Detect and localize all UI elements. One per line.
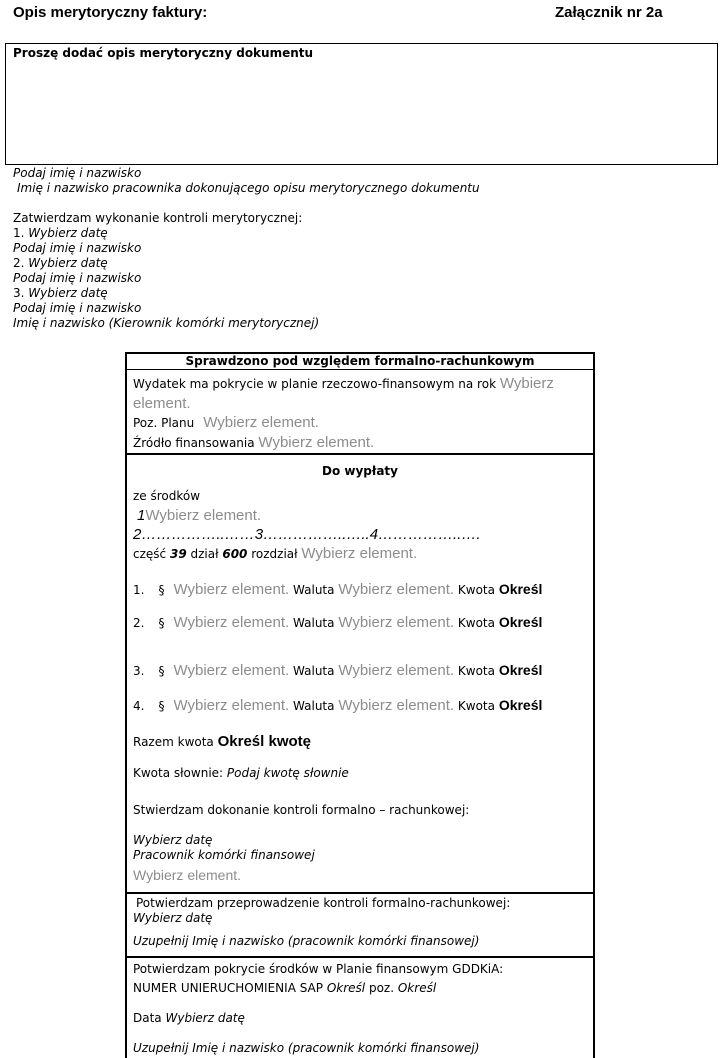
funds-row [137,506,261,524]
field-number: 4 [369,526,379,543]
sap-number-field[interactable]: Określ [326,981,366,995]
approval-item-2-date[interactable] [13,256,319,271]
currency-select[interactable]: Wybierz element. [338,581,455,598]
paragraph-select[interactable]: Wybierz element. [173,614,290,631]
currency-label: Waluta [293,664,335,678]
amount-row-4 [133,697,542,714]
row-number: 3. [133,664,145,678]
payout-title: Do wypłaty [322,464,398,478]
finance-employee-select[interactable]: Wybierz element. [133,867,242,883]
funding-source-label: Źródło finansowania [133,436,255,450]
funding-source-row [133,434,374,451]
funds-label: ze środków [133,489,201,503]
confirm-formal-text: Potwierdzam przeprowadzenie kontroli formalno-rachunkowej: [136,896,511,910]
currency-label: Waluta [293,616,335,630]
part-value: 39 [169,547,187,561]
budget-classification-row [133,545,417,562]
divider [125,956,595,958]
finance-employee-name-field[interactable]: Uzupełnij Imię i nazwisko (pracownik komórki finansowej) [133,934,480,948]
expense-row [133,375,554,392]
date-row [133,1011,245,1025]
finance-employee-caption: Pracownik komórki finansowej [133,848,315,862]
dotted-field[interactable]: ……………..…. [378,526,481,543]
field-number: 2 [133,526,142,543]
plan-position-row [133,414,319,431]
sap-label: NUMER UNIERUCHOMIENIA SAP [133,981,323,995]
paragraph-select[interactable]: Wybierz element. [173,697,290,714]
row-number: 4. [133,699,145,713]
author-caption: Imię i nazwisko pracownika dokonującego opisu merytorycznego dokumentu [17,181,480,195]
divider [125,369,595,370]
chapter-select[interactable]: Wybierz element. [301,545,418,562]
dotted-fields-row[interactable] [133,526,481,543]
total-row [133,733,311,750]
approval-item-2-name[interactable]: Podaj imię i nazwisko [13,271,142,285]
section-label: dział [190,547,219,561]
sap-row [133,981,436,995]
position-field[interactable]: Określ [397,981,437,995]
expense-text: Wydatek ma pokrycie w planie rzeczowo-finansowym na rok [133,377,497,391]
item-number: 2. [13,256,25,270]
plan-position-label: Poz. Planu [133,416,195,430]
amount-field[interactable]: Określ [498,662,543,678]
amount-words-field[interactable]: Podaj kwotę słownie [226,766,349,780]
date-label: Data [133,1011,162,1025]
confirm-formal-block [133,896,510,926]
chapter-label: rozdział [251,547,298,561]
paragraph-select[interactable]: Wybierz element. [173,581,290,598]
page-title: Opis merytoryczny faktury: [13,4,208,21]
paragraph-sign: § [158,664,165,678]
item-number: 3. [13,286,25,300]
currency-select[interactable]: Wybierz element. [338,614,455,631]
approval-section [13,211,319,331]
currency-select[interactable]: Wybierz element. [338,662,455,679]
item-number: 1. [13,226,25,240]
amount-label: Kwota [457,583,495,597]
dotted-field[interactable]: ……………..….. [263,526,370,543]
amount-words-label: Kwota słownie: [133,766,224,780]
finance-employee-name-field[interactable]: Uzupełnij Imię i nazwisko (pracownik komórki finansowej) [133,1041,480,1055]
approval-item-1-date[interactable] [13,226,319,241]
formal-check-title: Sprawdzono pod względem formalno-rachunkowym [185,354,535,368]
date-picker[interactable]: Wybierz datę [28,256,108,270]
section-value: 600 [222,547,248,561]
row-number: 2. [133,616,145,630]
approval-item-3-date[interactable] [13,286,319,301]
date-picker[interactable]: Wybierz datę [28,286,108,300]
date-picker[interactable]: Wybierz datę [28,226,108,240]
plan-position-select[interactable]: Wybierz element. [203,414,319,431]
funding-source-select[interactable]: Wybierz element. [258,434,375,451]
approval-item-1-name[interactable]: Podaj imię i nazwisko [13,241,142,255]
author-section [13,166,480,196]
amount-field[interactable]: Określ [498,614,543,630]
row-number: 1. [133,583,145,597]
amount-field[interactable]: Określ [498,581,543,597]
description-box[interactable] [5,43,718,165]
total-amount-field[interactable]: Określ kwotę [217,733,311,750]
field-number: 3 [254,526,264,543]
date-picker[interactable]: Wybierz datę [133,833,213,847]
funds-number: 1 [137,507,146,524]
amount-row-2 [133,614,542,631]
amount-label: Kwota [457,616,495,630]
divider [125,892,595,894]
date-picker[interactable]: Wybierz datę [133,911,213,925]
divider [125,453,595,455]
author-name-field[interactable]: Podaj imię i nazwisko [13,166,142,180]
amount-field[interactable]: Określ [498,697,543,713]
funds-select[interactable]: Wybierz element. [145,507,262,524]
currency-label: Waluta [293,583,335,597]
formal-confirm-text: Stwierdzam dokonanie kontroli formalno – rachunkowej: [133,803,470,817]
amount-label: Kwota [457,699,495,713]
amount-row-1 [133,581,542,598]
currency-select[interactable]: Wybierz element. [338,697,455,714]
paragraph-select[interactable]: Wybierz element. [173,662,290,679]
part-label: część [133,547,167,561]
plan-coverage-text: Potwierdzam pokrycie środków w Planie finansowym GDDKiA: [133,962,504,976]
approval-item-3-name[interactable]: Podaj imię i nazwisko [13,301,142,315]
paragraph-sign: § [158,583,165,597]
amount-label: Kwota [457,664,495,678]
approval-caption: Imię i nazwisko (Kierownik komórki merytorycznej) [13,316,320,330]
dotted-field[interactable]: ……………..…… [141,526,255,543]
description-label: Proszę dodać opis merytoryczny dokumentu [13,46,314,60]
amount-row-3 [133,662,542,679]
approval-heading: Zatwierdzam wykonanie kontroli merytorycznej: [13,211,303,225]
year-select[interactable]: Wybierz [499,375,554,392]
amount-words-row [133,766,349,780]
attachment-label: Załącznik nr 2a [555,4,663,21]
position-label: poz. [368,981,395,995]
total-label: Razem kwota [133,735,214,749]
paragraph-sign: § [158,699,165,713]
paragraph-sign: § [158,616,165,630]
currency-label: Waluta [293,699,335,713]
formal-confirm-block [133,833,315,863]
date-picker[interactable]: Wybierz datę [165,1011,245,1025]
year-select-continued[interactable]: element. [133,395,191,412]
